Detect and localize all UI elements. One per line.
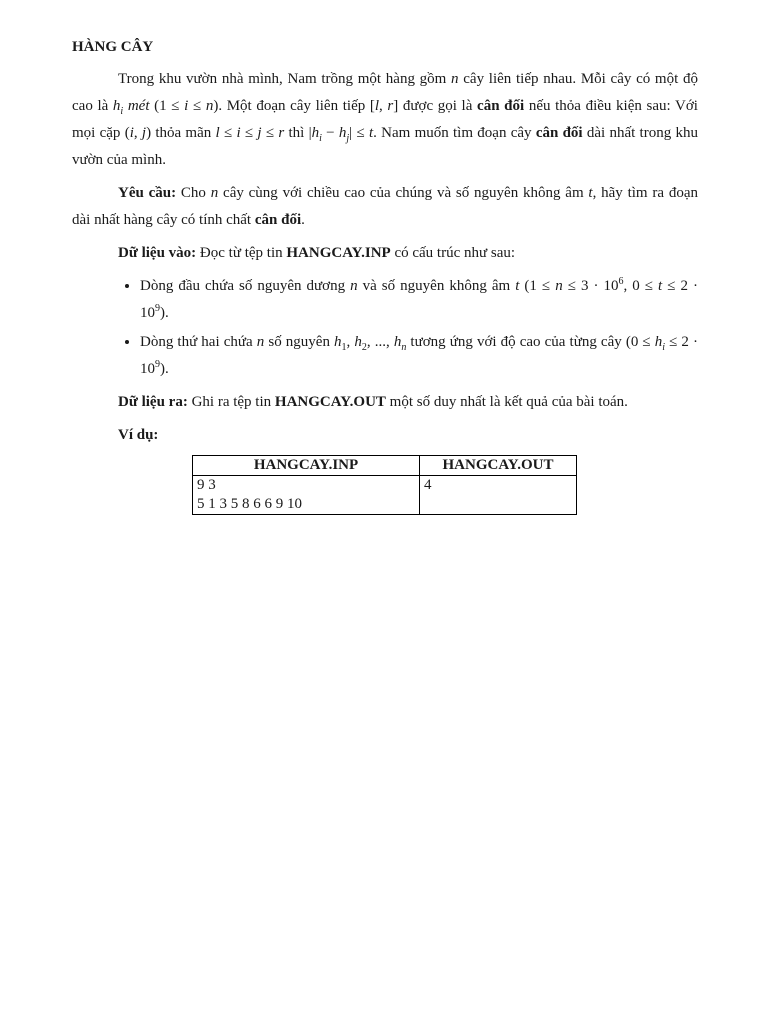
table-header-row (193, 456, 577, 476)
example-output-cell (420, 476, 577, 515)
problem-title: HÀNG CÂY (72, 39, 154, 55)
requirement-paragraph: Yêu cầu: Cho n cây cùng với chiều cao của chúng và số nguyên không âm t, hãy tìm ra đoạn dài nhất hàng cây có tính chất cân đối. (72, 185, 698, 228)
input-label: Dữ liệu vào: (118, 245, 197, 261)
input-format-list (72, 273, 698, 383)
problem-statement (72, 36, 698, 515)
output-filename: HANGCAY.OUT (274, 394, 386, 410)
example-input-line: 9 3 (197, 477, 216, 493)
input-description: Dữ liệu vào: Đọc từ tệp tin HANGCAY.INP có cấu trúc như sau: (118, 245, 516, 261)
input-filename: HANGCAY.INP (286, 245, 391, 261)
example-input-cell (193, 476, 420, 515)
example-label: Ví dụ: (118, 427, 159, 443)
list-item: • Dòng thứ hai chứa n số nguyên $h_1$, $h_2$, ..., $h_n$ tương ứng với độ cao của từng cây $(0 \le h_i \le 2 \cdot 10^9)$. (140, 329, 698, 383)
output-description: Dữ liệu ra: Ghi ra tệp tin HANGCAY.OUT một số duy nhất là kết quả của bài toán. (118, 394, 628, 410)
example-input-line: 5 1 3 5 8 6 6 9 10 (197, 496, 302, 512)
table-row (193, 476, 577, 515)
problem-description: Trong khu vườn nhà mình, Nam trồng một hàng gồm n cây liên tiếp nhau. Mỗi cây có một độ cao là $h_i$ mét (1 ≤ i ≤ n). Một đoạn cây liên tiếp [l, r] được gọi là cân đối nếu thỏa điều kiện sau: Với mọi cặp (i, j) thỏa mãn l ≤ i ≤ j ≤ r thì $|h_i - h_j| \le t$. Nam muốn tìm đoạn cây cân đối dài nhất trong khu vườn của mình. (72, 71, 698, 168)
output-label: Dữ liệu ra: (118, 394, 188, 410)
example-table (192, 455, 577, 515)
list-item: • Dòng đầu chứa số nguyên dương n và số nguyên không âm t ($1 \le n \le 3 \cdot 10^6$, $0 \le t \le 2 \cdot 10^9$). (140, 273, 698, 327)
table-header-output: HANGCAY.OUT (420, 456, 577, 476)
example-output-line: 4 (424, 477, 432, 493)
table-header-input: HANGCAY.INP (193, 456, 420, 476)
requirement-label: Yêu cầu: (118, 185, 177, 201)
